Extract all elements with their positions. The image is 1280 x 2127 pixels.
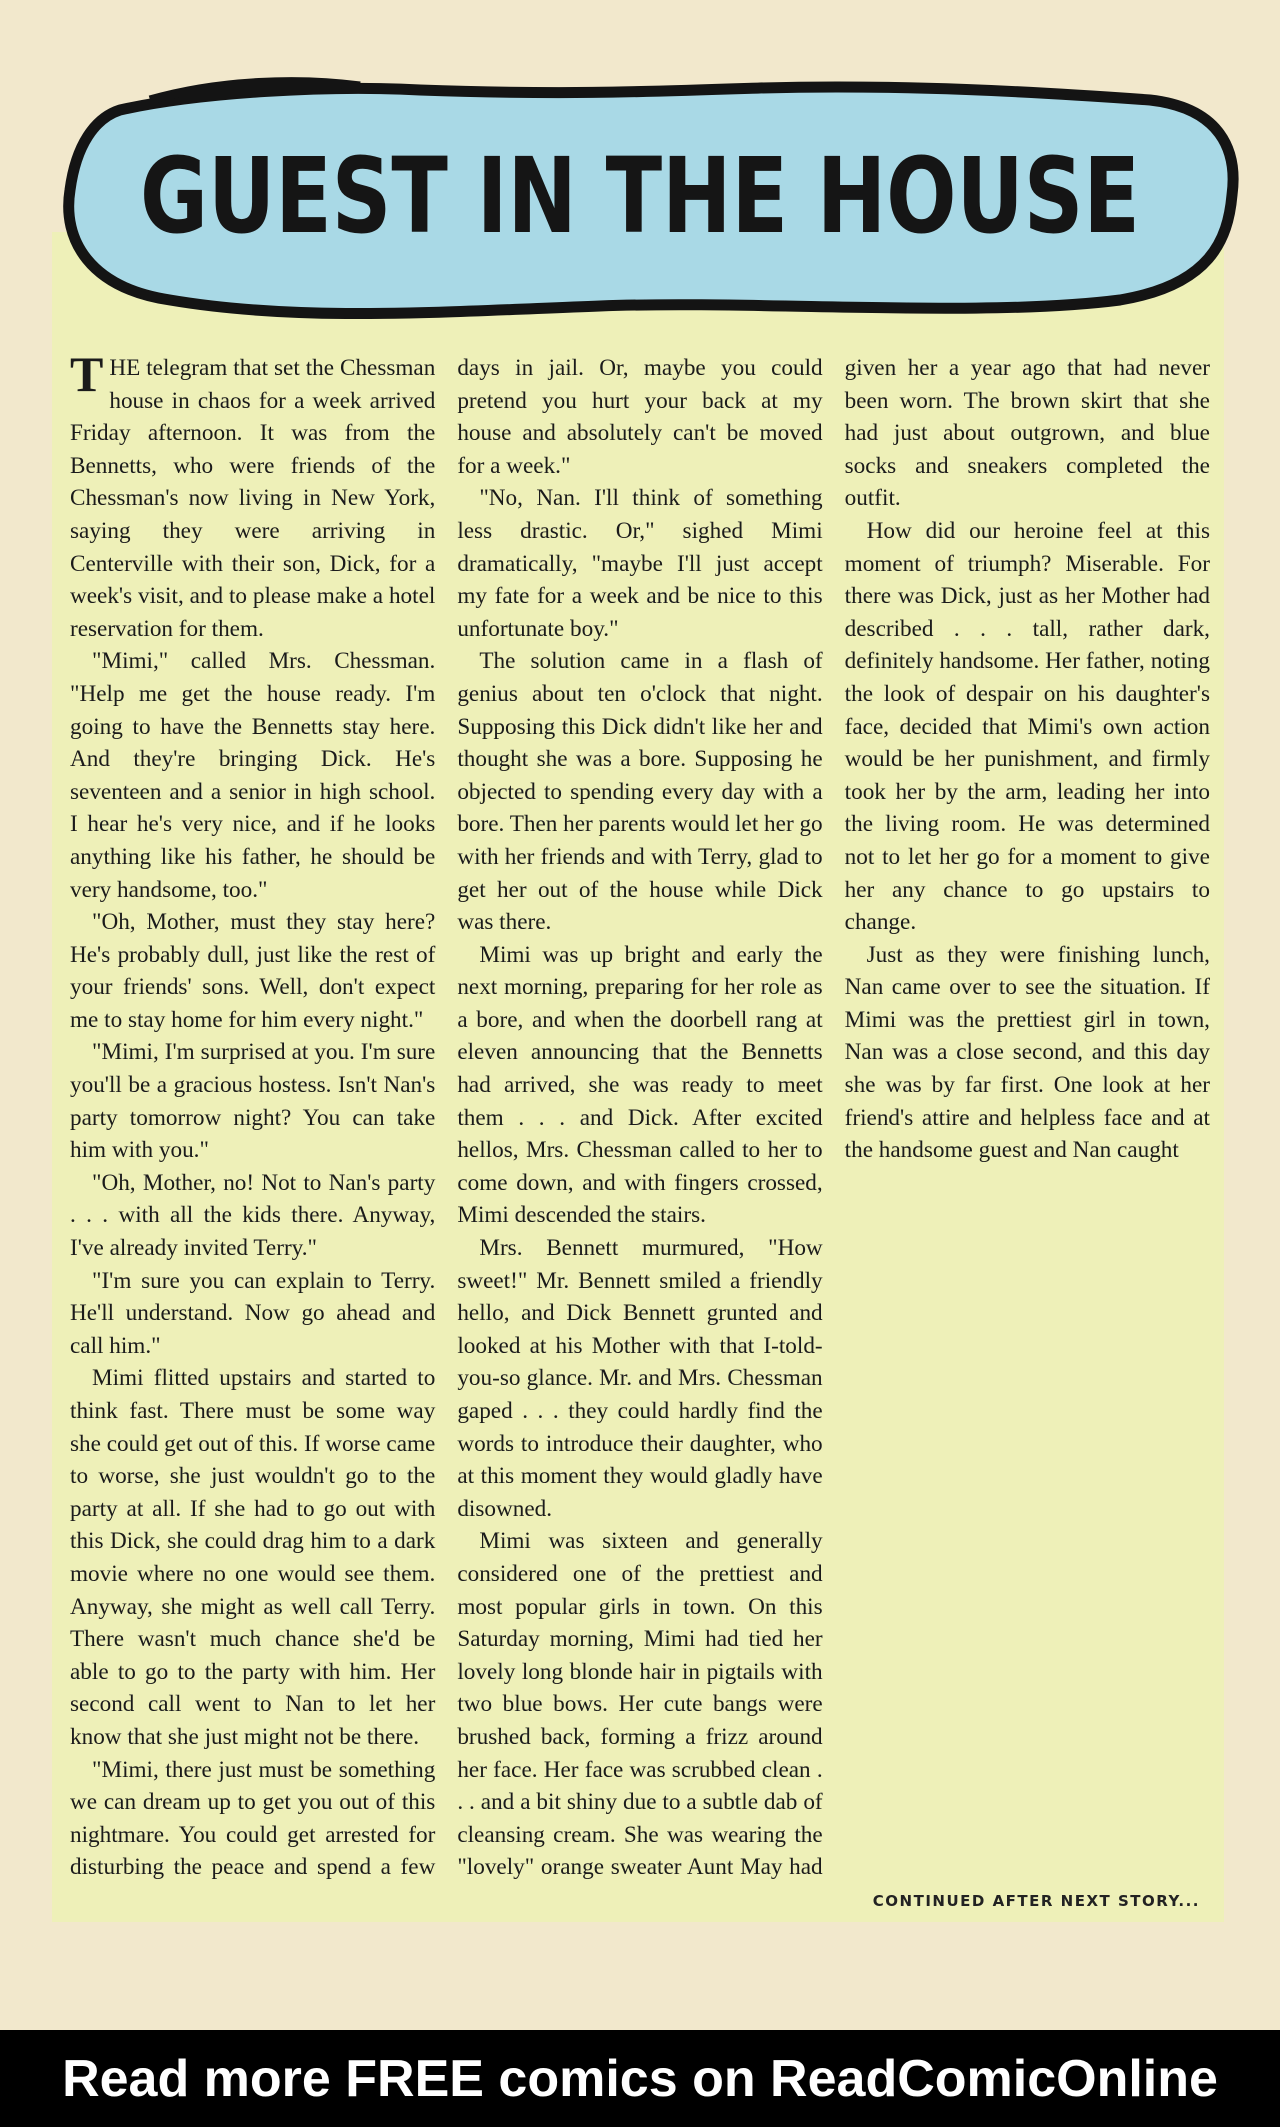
story-paragraph: The solution came in a flash of genius about ten o'clock that night. Supposing this Dick didn't like her and thought she was a bore. Supposing he objected to spending every day with a bore. Then her parents would let her go with her friends and with Terry, glad to get her out of the house while Dick was there. [457,648,823,936]
story-paragraph: Mimi was sixteen and generally considered one of the prettiest and most popular girls in town. On this Saturday morning, Mimi had tied her lovely long blonde hair in pigtails with two blue bows. Her cute bangs were brushed back, forming a frizz around her face. Her face was scrubbed clean . . . and a bit shiny due to a subtle dab of cleansing cream. She was wearing the "lovely" orange sweater Aunt May had given her a year ago that had never been worn. The brown skirt that she had just about outgrown, and blue socks and sneakers completed the outfit. [457,355,1210,1881]
story-paragraph: "Oh, Mother, no! Not to Nan's party . . . with all the kids there. Anyway, I've already invited Terry." [70,1169,436,1262]
title-banner [0,0,1280,360]
story-paragraph: "No, Nan. I'll think of something less drastic. Or," sighed Mimi dramatically, "maybe I'll just accept my fate for a week and be nice to this unfortunate boy." [457,485,823,642]
story-text [70,346,1210,1892]
story-paragraph: "Mimi, I'm surprised at you. I'm sure you'll be a gracious hostess. Isn't Nan's party tomorrow night? You can take him with you." [70,1039,436,1164]
promo-banner-text[interactable]: Read more FREE comics on ReadComicOnline [62,2049,1218,2108]
story-title: GUEST IN THE HOUSE [140,135,1140,257]
story-paragraph: Just as they were finishing lunch, Nan came over to see the situation. If Mimi was the prettiest girl in town, Nan was a close second, and this day she was by far first. One look at her friend's attire and helpless face and at the handsome guest and Nan caught [844,941,1210,1164]
story-paragraph: "Mimi," called Mrs. Chessman. "Help me get the house ready. I'm going to have the Bennetts stay here. And they're bringing Dick. He's seventeen and a senior in high school. I hear he's very nice, and if he looks anything like his father, he should be very handsome, too." [70,648,436,903]
story-paragraph: "I'm sure you can explain to Terry. He'll understand. Now go ahead and call him." [70,1267,436,1359]
story-paragraph: Mimi was up bright and early the next morning, preparing for her role as a bore, and when the doorbell rang at eleven announcing that the Bennetts had arrived, she was ready to meet them . . . and Dick. After excited hellos, Mrs. Chessman called to her to come down, and with fingers crossed, Mimi descended the stairs. [457,941,823,1229]
story-paragraph: "Mimi, there just must be something we can dream up to get you out of this nightmare. You could get arrested for disturbing the peace and spend a few days in jail. Or, maybe you could pretend you hurt your back at my house and absolutely can't be moved for a week." [70,355,823,1881]
story-paragraph: Mrs. Bennett murmured, "How sweet!" Mr. Bennett smiled a friendly hello, and Dick Bennett grunted and looked at his Mother with that I-told-you-so glance. Mr. and Mrs. Chessman gaped . . . they could hardly find the words to introduce their daughter, who at this moment they would gladly have disowned. [457,1235,823,1522]
drop-cap: T [70,346,104,402]
story-paragraph: Mimi flitted upstairs and started to think fast. There must be some way she could get out of this. If worse came to worse, she just wouldn't go to the party at all. If she had to go out with this Dick, she could drag him to a dark movie where no one would see them. Anyway, she might as well call Terry. There wasn't much chance she'd be able to go to the party with him. Her second call went to Nan to let her know that she just might not be there. [70,1365,436,1750]
story-paragraph: How did our heroine feel at this moment of triumph? Miserable. For there was Dick, just as her Mother had described . . . tall, rather dark, definitely handsome. Her father, noting the look of despair on his daughter's face, decided that Mimi's own action would be her punishment, and firmly took her by the arm, leading her into the living room. He was determined not to let her go for a moment to give her any chance to go upstairs to change. [844,517,1210,936]
story-paragraph: "Oh, Mother, must they stay here? He's probably dull, just like the rest of your friends' sons. Well, don't expect me to stay home for him every night." [70,909,436,1033]
continued-note: CONTINUED AFTER NEXT STORY... [872,1892,1200,1910]
promo-banner[interactable] [0,2030,1280,2127]
first-paragraph-text: HE telegram that set the Chessman house in chaos for a week arrived Friday afternoon. It was from the Bennetts, who were friends of the Chessman's now living in New York, saying they were arriving in Centerville with their son, Dick, for a week's visit, and to please make a hotel reservation for them. [70,355,436,642]
story-paragraph [70,346,436,645]
